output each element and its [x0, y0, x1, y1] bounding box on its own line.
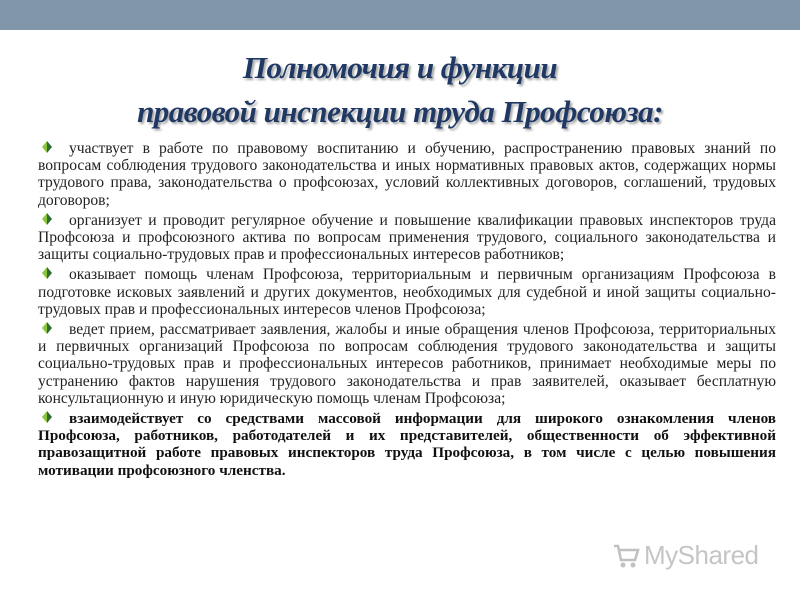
watermark	[612, 538, 782, 574]
leaf-bullet-icon	[40, 140, 54, 154]
leaf-bullet-icon	[40, 410, 54, 424]
list-item-4	[38, 321, 776, 407]
list-item-text: участвует в работе по правовому воспитанию и обучению, распространению правовых знаний по вопросам соблюдения трудового законодательства и иных нормативных правовых актов, содержащих нормы трудового права, законодательства о профсоюзах, условий коллективных договоров, соглашений, трудовых договоров;	[38, 140, 776, 209]
shopping-cart-icon	[612, 540, 640, 570]
leaf-bullet-icon	[40, 321, 54, 335]
list-item-text: организует и проводит регулярное обучение и повышение квалификации правовых инспекторов труда Профсоюза и профсоюзного актива по вопросам применения трудового, социального законодательства и защиты социально-трудовых прав и профессиональных интересов работников;	[38, 211, 776, 264]
watermark-text: MyShared	[644, 540, 759, 570]
title-line-1: Полномочия и функции	[242, 50, 558, 85]
title-line-2: правовой инспекции труда Профсоюза:	[137, 94, 663, 129]
list-item-text: оказывает помощь членам Профсоюза, территориальным и первичным организациям Профсоюза в подготовке исковых заявлений и других документов, необходимых для судебной и иной защиты социально-трудовых прав и профессиональных интересов членов Профсоюза;	[38, 266, 776, 318]
list-item-text: взаимодействует со средствами массовой информации для широкого ознакомления членов Профсоюза, работников, работодателей и их представителей, общественности об эффективной правозащитной работе правовых инспекторов труда Профсоюза, в том числе с целью повышения мотивации профсоюзного членства.	[38, 410, 776, 479]
list-item-1	[38, 140, 776, 209]
list-item-2	[38, 212, 776, 264]
functions-list	[38, 140, 776, 482]
leaf-bullet-icon	[40, 266, 54, 280]
list-item-text: ведет прием, рассматривает заявления, жалобы и иные обращения членов Профсоюза, территориальных и первичных организаций Профсоюза по вопросам соблюдения трудового законодательства и защиты социально-трудовых прав и профессиональных интересов работников, принимает необходимые меры по устранению фактов нарушения трудового законодательства и прав заявителей, оказывает бесплатную консультационную и иную юридическую помощь членам Профсоюза;	[38, 321, 776, 407]
top-bar	[0, 0, 800, 30]
list-item-3	[38, 266, 776, 318]
slide-title	[0, 46, 800, 134]
leaf-bullet-icon	[40, 212, 54, 226]
list-item-5	[38, 410, 776, 479]
